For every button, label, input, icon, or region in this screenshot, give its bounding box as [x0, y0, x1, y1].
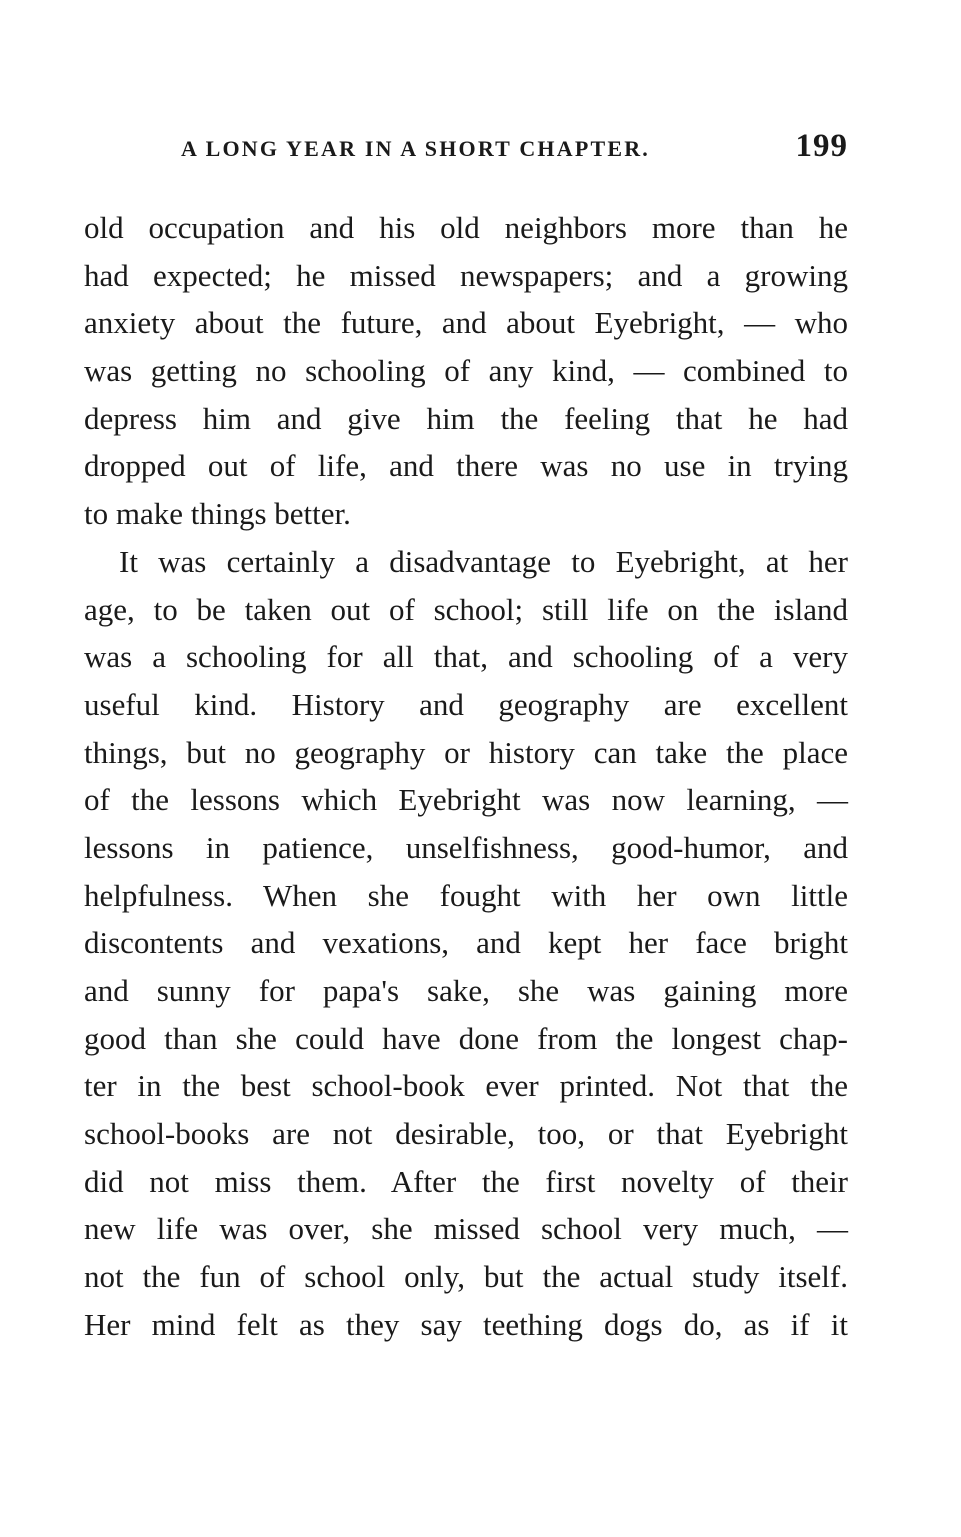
- text-line: dropped out of life, and there was no use in trying: [84, 448, 848, 484]
- text-line: good than she could have done from the longest chap-: [84, 1020, 848, 1056]
- text-line: did not miss them. After the first novelty of their: [84, 1163, 848, 1199]
- text-line: old occupation and his old neighbors more than he: [84, 210, 848, 245]
- paragraph-2: [84, 538, 848, 1349]
- text-line: age, to be taken out of school; still life on the island: [84, 591, 848, 627]
- text-line: things, but no geography or history can take the place: [84, 734, 848, 770]
- text-line: of the lessons which Eyebright was now learning, —: [84, 782, 848, 818]
- text-line: was a schooling for all that, and schooling of a very: [84, 639, 848, 675]
- text-line: not the fun of school only, but the actual study itself.: [84, 1259, 848, 1295]
- text-line: was getting no schooling of any kind, — combined to: [84, 353, 848, 389]
- paragraph-1: [84, 204, 848, 538]
- text-line: new life was over, she missed school very much, —: [84, 1211, 848, 1247]
- text-line: school-books are not desirable, too, or that Eyebright: [84, 1116, 848, 1152]
- text-line: and sunny for papa's sake, she was gaining more: [84, 973, 848, 1008]
- page-number: 199: [795, 128, 848, 164]
- text-line: discontents and vexations, and kept her face bright: [84, 925, 848, 961]
- text-line: It was certainly a disadvantage to Eyebright, at her: [119, 543, 848, 579]
- text-line: useful kind. History and geography are excellent: [84, 686, 848, 722]
- text-line: to make things better.: [84, 496, 351, 532]
- body-text: [84, 204, 848, 1349]
- text-line: ter in the best school-book ever printed. Not that the: [84, 1068, 848, 1104]
- text-line: lessons in patience, unselfishness, good-humor, and: [84, 829, 848, 865]
- text-line: depress him and give him the feeling that he had: [84, 400, 848, 436]
- running-title: A LONG YEAR IN A SHORT CHAPTER.: [181, 136, 651, 161]
- text-line: had expected; he missed newspapers; and a growing: [84, 257, 848, 293]
- text-line: Her mind felt as they say teething dogs do, as if it: [84, 1306, 848, 1342]
- text-line: helpfulness. When she fought with her own little: [84, 877, 848, 913]
- running-head: [84, 128, 848, 168]
- text-line: anxiety about the future, and about Eyebright, — who: [84, 305, 848, 341]
